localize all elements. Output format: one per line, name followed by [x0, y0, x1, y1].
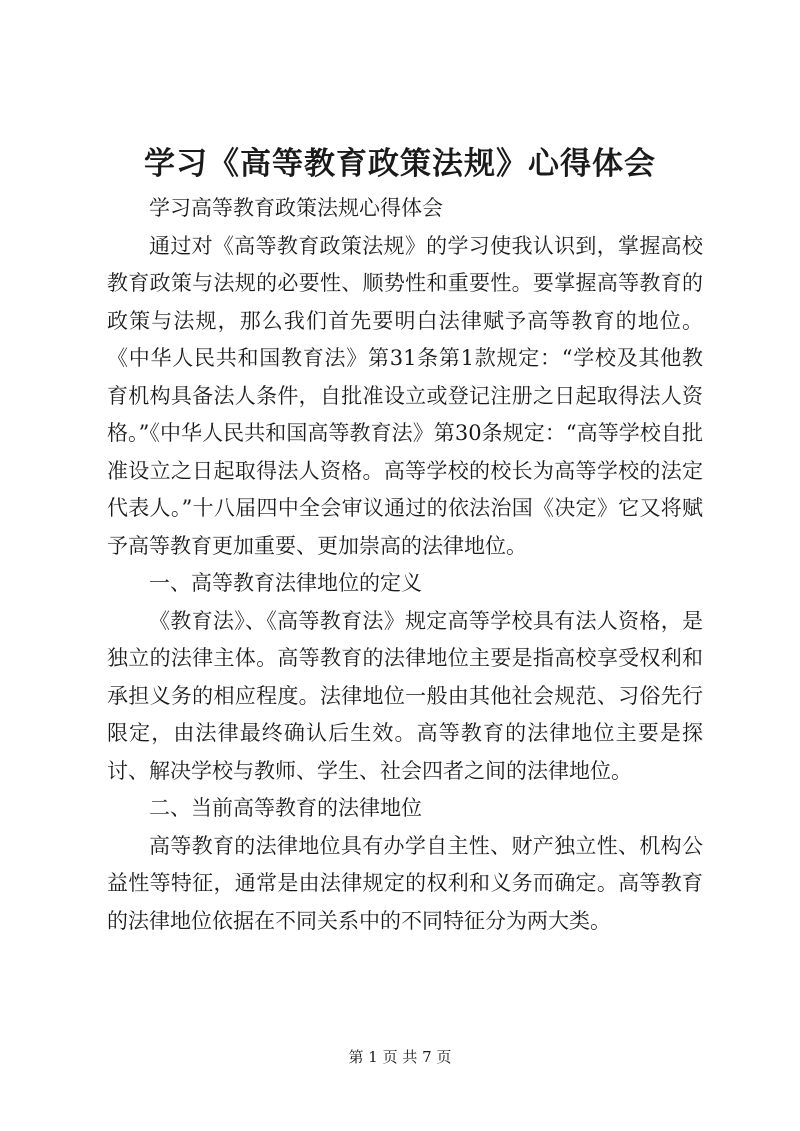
- subtitle-paragraph: 学习高等教育政策法规心得体会: [149, 196, 443, 220]
- document-title: 学习《高等教育政策法规》心得体会: [144, 146, 656, 182]
- section-heading-1: 一、高等教育法律地位的定义: [149, 571, 422, 595]
- section-1-paragraph: 《教育法》、《高等教育法》规定高等学校具有法人资格，是独立的法律主体。高等教育的法律地位主要是指高校享受权利和承担义务的相应程度。法律地位一般由其他社会规范、习俗先行限定，由法律最终确认后生效。高等教育的法律地位主要是探讨、解决学校与教师、学生、社会四者之间的法律地位。: [107, 608, 703, 783]
- page-number-footer: 第 1 页 共 7 页: [348, 1048, 452, 1066]
- intro-paragraph: 通过对《高等教育政策法规》的学习使我认识到，掌握高校教育政策与法规的必要性、顺势性和重要性。要掌握高等教育的政策与法规，那么我们首先要明白法律赋予高等教育的地位。《中华人民共和国教育法》第31条第1款规定：“学校及其他教育机构具备法人条件，自批准设立或登记注册之日起取得法人资格。”《中华人民共和国高等教育法》第30条规定：“高等学校自批准设立之日起取得法人资格。高等学校的校长为高等学校的法定代表人。”十八届四中全会审议通过的依法治国《决定》它又将赋予高等教育更加重要、更加崇高的法律地位。: [107, 233, 703, 558]
- section-heading-2: 二、当前高等教育的法律地位: [149, 796, 422, 820]
- section-2-paragraph: 高等教育的法律地位具有办学自主性、财产独立性、机构公益性等特征，通常是由法律规定的权利和义务而确定。高等教育的法律地位依据在不同关系中的不同特征分为两大类。: [107, 833, 703, 933]
- document-body: [107, 190, 703, 940]
